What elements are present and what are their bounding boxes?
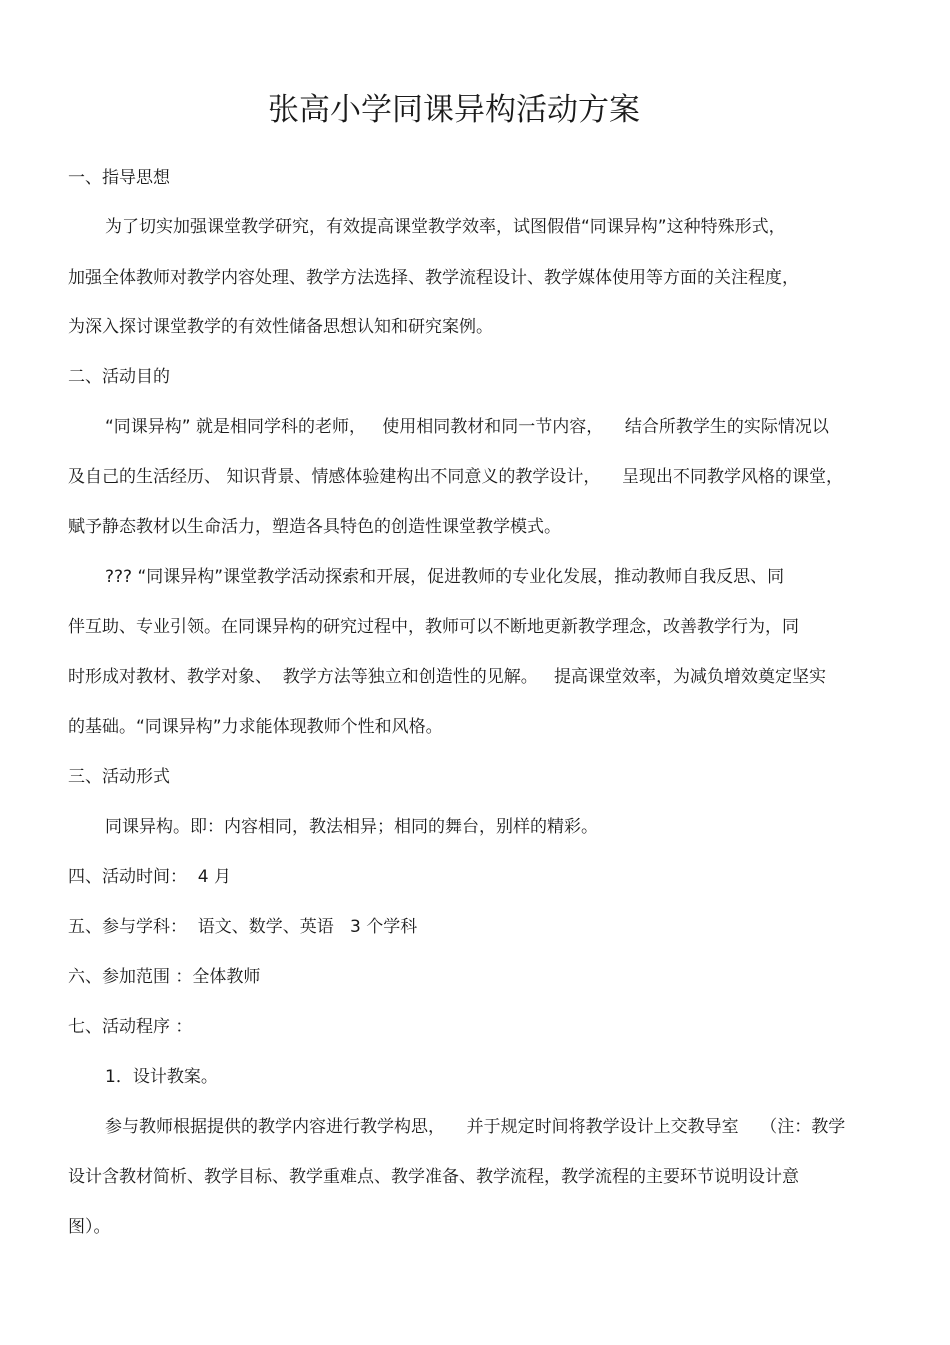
section-heading: 二、活动目的: [68, 367, 170, 387]
paragraph-line: 设计含教材简析、教学目标、教学重难点、教学准备、教学流程，教学流程的主要环节说明设计意: [68, 1167, 799, 1187]
paragraph-line: 同课异构。即：内容相同，教法相异；相同的舞台，别样的精彩。: [105, 817, 598, 837]
section-heading: 七、活动程序 ：: [68, 1017, 193, 1037]
document-title: 张高小学同课异构活动方案: [268, 92, 640, 128]
section-heading: 四、活动时间： 4 月: [68, 867, 232, 887]
paragraph-line: 及自己的生活经历、 知识背景、情感体验建构出不同意义的教学设计， 呈现出不同教学风格的课堂，: [68, 467, 844, 487]
numbered-item: 1．设计教案。: [105, 1067, 218, 1087]
paragraph-line: 为深入探讨课堂教学的有效性储备思想认知和研究案例。: [68, 317, 493, 337]
section-heading: 六、参加范围 ：全体教师: [68, 967, 261, 987]
paragraph-line: 的基础。“同课异构”力求能体现教师个性和风格。: [68, 717, 443, 737]
paragraph-line: 时形成对教材、教学对象、 教学方法等独立和创造性的见解。 提高课堂效率，为减负增效奠定坚实: [68, 667, 827, 687]
paragraph-line: 参与教师根据提供的教学内容进行教学构思， 并于规定时间将教学设计上交教导室 （注：教学: [105, 1117, 846, 1137]
paragraph-line: 伴互助、专业引领。在同课异构的研究过程中，教师可以不断地更新教学理念，改善教学行为，同: [68, 617, 799, 637]
section-heading: 三、活动形式: [68, 767, 170, 787]
paragraph-line: 图）。: [68, 1217, 111, 1237]
paragraph-line: 赋予静态教材以生命活力，塑造各具特色的创造性课堂教学模式。: [68, 517, 561, 537]
paragraph-line: ??? “同课异构”课堂教学活动探索和开展，促进教师的专业化发展，推动教师自我反思、同: [105, 567, 785, 587]
section-heading: 一、指导思想: [68, 168, 170, 188]
paragraph-line: “同课异构” 就是相同学科的老师， 使用相同教材和同一节内容， 结合所教学生的实际情况以: [105, 417, 829, 437]
section-heading: 五、参与学科： 语文、数学、英语 3 个学科: [68, 917, 418, 937]
paragraph-line: 加强全体教师对教学内容处理、教学方法选择、教学流程设计、教学媒体使用等方面的关注程度，: [68, 268, 799, 288]
paragraph-line: 为了切实加强课堂教学研究，有效提高课堂教学效率，试图假借“同课异构”这种特殊形式，: [105, 217, 786, 237]
